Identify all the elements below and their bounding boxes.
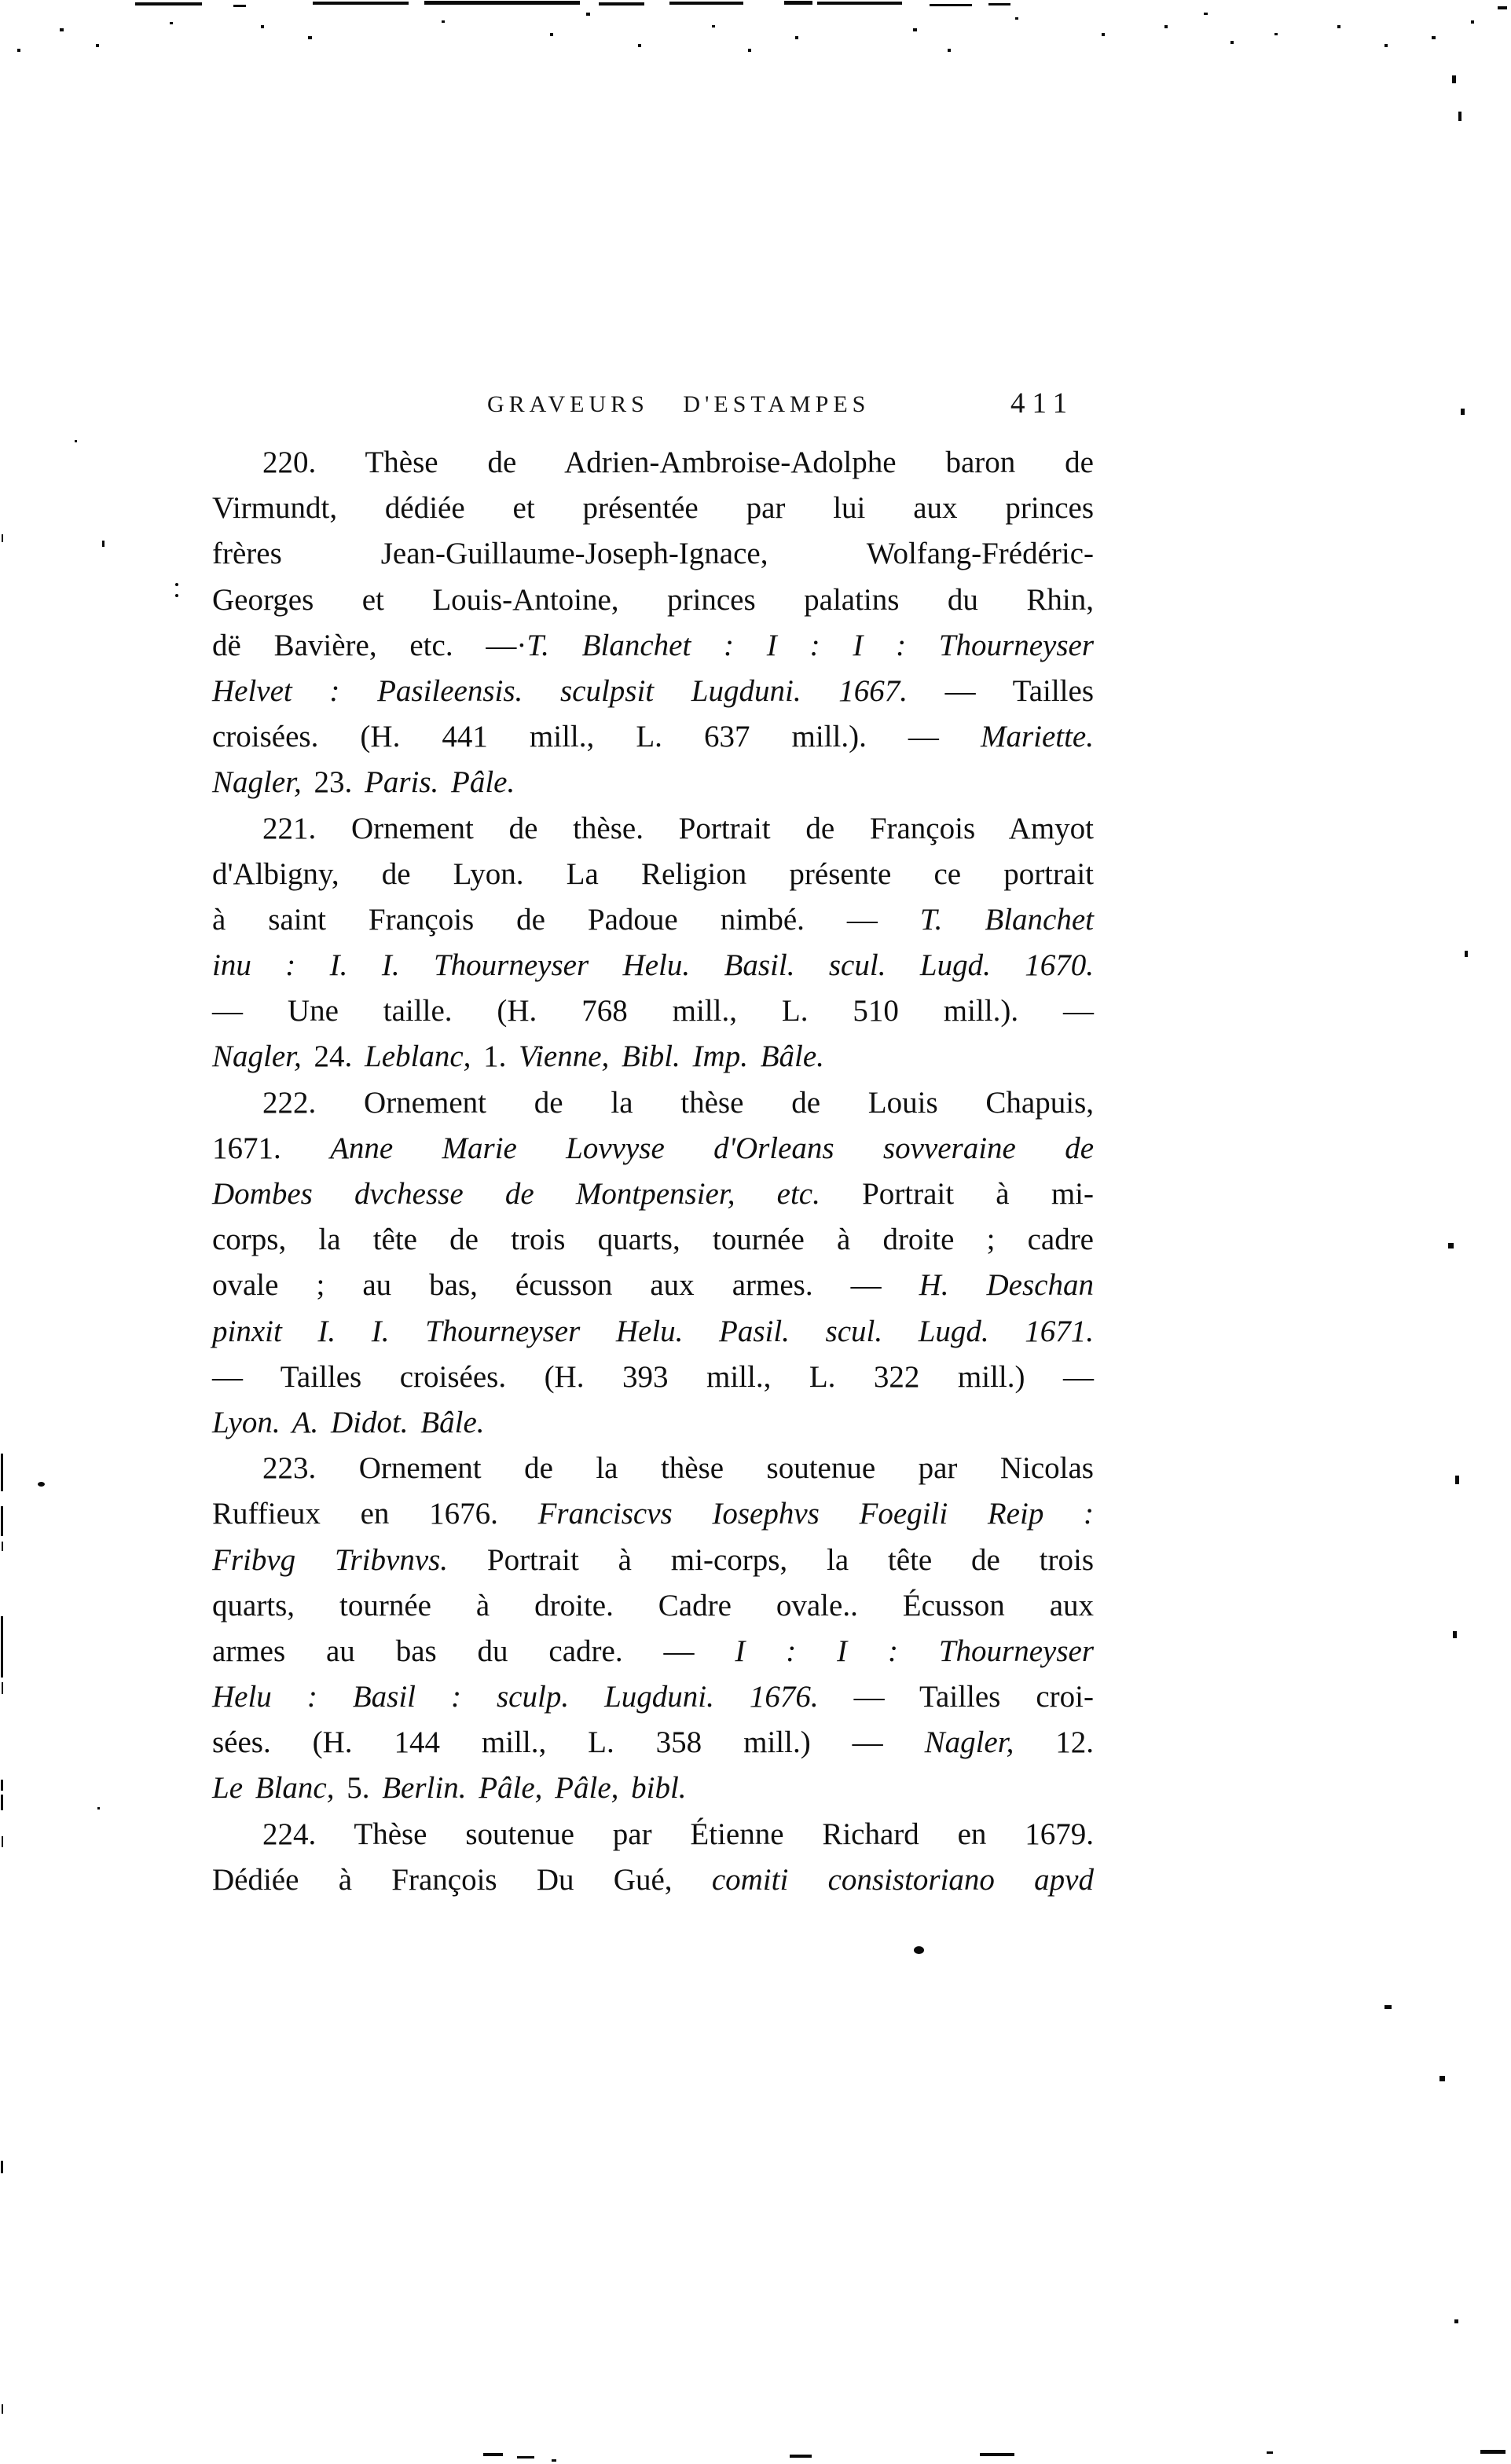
scan-artifact <box>1015 17 1018 20</box>
scan-artifact <box>1384 44 1388 47</box>
scan-artifact <box>75 440 77 442</box>
roman-text: quarts, tournée à droite. Cadre ovale.. Écusson aux <box>212 1588 1094 1622</box>
scan-artifact <box>2 534 3 542</box>
roman-text: d'Albigny, de Lyon. La Religion présente ce portrait <box>212 856 1094 891</box>
ink-dot <box>38 1482 45 1487</box>
scan-artifact <box>1461 409 1465 415</box>
text-line <box>212 988 1094 1034</box>
italic-text: Lyon. A. Didot. Bâle. <box>212 1405 485 1439</box>
roman-text: Dédiée à François Du Gué, <box>212 1862 712 1897</box>
scan-artifact <box>1453 1631 1457 1638</box>
scan-artifact <box>170 22 173 24</box>
text-line <box>212 1172 1094 1217</box>
scan-artifact <box>1164 25 1168 28</box>
scan-artifact <box>552 2459 556 2462</box>
scan-artifact <box>2 1682 3 1694</box>
scan-artifact <box>483 2453 503 2456</box>
text-line <box>212 1217 1094 1263</box>
text-line <box>212 1674 1094 1720</box>
italic-text: Anne Marie Lovvyse d'Orleans sovveraine de <box>330 1131 1095 1165</box>
scan-artifact <box>313 2 409 5</box>
text-line <box>212 1309 1094 1355</box>
scan-artifact <box>586 13 590 16</box>
scan-artifact <box>1230 41 1234 44</box>
scan-artifact <box>1 1616 3 1678</box>
text-line <box>212 897 1094 943</box>
scan-artifact <box>60 28 64 31</box>
italic-text: T. Blanchet : I : I : Thourneyser <box>526 628 1094 662</box>
text-line <box>212 1355 1094 1400</box>
text-line <box>212 1263 1094 1308</box>
page-title: GRAVEURS D'ESTAMPES <box>487 391 871 417</box>
scan-artifact <box>795 36 798 39</box>
roman-text: sées. (H. 144 mill., L. 358 mill.) — <box>212 1725 925 1760</box>
roman-text: corps, la tête de trois quarts, tournée à droite ; cadre <box>212 1223 1094 1257</box>
scan-artifact <box>135 2 202 6</box>
italic-text: inu : I. I. Thourneyser Helu. Basil. scul. Lugd. 1670. <box>212 948 1094 983</box>
roman-text: — Tailles croisées. (H. 393 mill., L. 322 mill.) — <box>212 1359 1094 1394</box>
scan-artifact <box>1465 951 1468 957</box>
text-line <box>212 1629 1094 1674</box>
text-line <box>212 714 1094 760</box>
scan-artifact <box>790 2455 812 2458</box>
text-line <box>212 1400 1094 1446</box>
text-line <box>212 486 1094 531</box>
roman-text: frères Jean-Guillaume-Joseph-Ignace, Wolfang-Frédéric- <box>212 537 1094 571</box>
roman-text: Portrait à mi-corps, la tête de trois <box>448 1542 1094 1577</box>
scan-artifact <box>1471 20 1474 24</box>
italic-text: Fribvg Tribvnvs. <box>212 1542 449 1577</box>
scan-artifact <box>2 1836 3 1847</box>
italic-text: Helu : Basil : sculp. Lugduni. 1676. <box>212 1680 819 1714</box>
scan-artifact <box>1455 1476 1459 1484</box>
italic-text: Nagler, <box>212 1040 302 1074</box>
scan-artifact <box>308 36 312 39</box>
scan-artifact <box>1454 2319 1458 2323</box>
scan-artifact <box>1384 2005 1392 2009</box>
roman-text: — Tailles <box>907 673 1095 708</box>
text-line <box>212 440 1094 486</box>
text-line <box>212 943 1094 988</box>
roman-text: 23. <box>301 765 365 800</box>
text-block <box>212 440 1094 1903</box>
scan-artifact <box>517 2456 534 2458</box>
roman-text: Ruffieux en 1676. <box>212 1497 538 1531</box>
roman-text: armes au bas du cadre. — <box>212 1634 735 1668</box>
scan-artifact <box>817 2 902 5</box>
text-line <box>212 1812 1094 1857</box>
roman-text: — Une taille. (H. 768 mill., L. 510 mill.). — <box>212 994 1094 1028</box>
text-line <box>212 1491 1094 1537</box>
page-number: 411 <box>1010 387 1075 420</box>
scan-artifact <box>1267 2451 1273 2454</box>
italic-text: Mariette. <box>980 720 1094 754</box>
text-line <box>212 1538 1094 1583</box>
roman-text: 1. <box>471 1040 519 1074</box>
italic-text: Berlin. Pâle, Pâle, bibl. <box>382 1771 687 1806</box>
ink-dot <box>914 1946 924 1954</box>
text-line <box>212 1126 1094 1172</box>
roman-text: croisées. (H. 441 mill., L. 637 mill.). — <box>212 720 981 754</box>
italic-text: Nagler, <box>924 1725 1014 1760</box>
scan-artifact <box>948 49 951 52</box>
italic-text: H. Deschan <box>919 1268 1094 1303</box>
roman-text: 222. Ornement de la thèse de Louis Chapuis, <box>262 1085 1094 1120</box>
italic-text: T. Blanchet <box>919 902 1094 937</box>
scan-artifact <box>1452 75 1456 83</box>
scan-artifact <box>1448 1243 1454 1248</box>
roman-text: dë Bavière, etc. —· <box>212 628 527 662</box>
italic-text: comiti consistoriano apvd <box>711 1862 1094 1897</box>
text-line <box>212 623 1094 669</box>
scan-artifact <box>102 541 105 547</box>
text-line <box>212 1583 1094 1629</box>
scan-artifact <box>1 1795 3 1810</box>
roman-text: 220. Thèse de Adrien-Ambroise-Adolphe baron de <box>262 446 1094 479</box>
scan-artifact <box>1 1780 3 1791</box>
roman-text: Virmundt, dédiée et présentée par lui aux princes <box>212 491 1094 526</box>
text-line <box>212 806 1094 852</box>
scan-artifact <box>2 1542 3 1551</box>
text-line <box>212 760 1094 805</box>
roman-text: Portrait à mi- <box>820 1177 1094 1211</box>
text-line <box>212 1857 1094 1903</box>
italic-text: Le Blanc, <box>212 1771 335 1806</box>
roman-text: Georges et Louis-Antoine, princes palatins du Rhin, <box>212 582 1094 617</box>
scan-artifact <box>1432 36 1436 39</box>
roman-text: — Tailles croi- <box>818 1680 1094 1714</box>
scan-artifact <box>1 1454 3 1491</box>
scan-artifact <box>1 2161 3 2173</box>
scan-artifact <box>988 3 1010 6</box>
scan-artifact <box>442 20 445 23</box>
scan-artifact <box>261 25 264 28</box>
scan-artifact <box>599 2 644 6</box>
roman-text: 5. <box>334 1771 383 1806</box>
roman-text: à saint François de Padoue nimbé. — <box>212 902 920 937</box>
text-line <box>212 1446 1094 1491</box>
scan-artifact <box>784 1 812 5</box>
text-line <box>212 852 1094 897</box>
scan-artifact <box>97 1807 100 1810</box>
italic-text: Paris. Pâle. <box>365 765 515 800</box>
roman-text: ovale ; au bas, écusson aux armes. — <box>212 1268 919 1303</box>
text-line <box>212 1766 1094 1811</box>
scan-artifact <box>930 4 972 6</box>
scan-artifact <box>748 49 751 52</box>
scan-artifact <box>550 33 553 36</box>
italic-text: Vienne, Bibl. Imp. Bâle. <box>519 1040 824 1074</box>
scan-artifact <box>1204 13 1208 15</box>
roman-text: 24. <box>301 1040 365 1074</box>
scan-artifact <box>424 1 580 5</box>
ink-dot <box>175 583 178 586</box>
italic-text: I : I : Thourneyser <box>735 1634 1094 1668</box>
text-line <box>212 1720 1094 1766</box>
scan-artifact <box>1498 6 1507 9</box>
scan-artifact <box>96 44 99 47</box>
scan-artifact <box>1 1506 3 1536</box>
roman-text: 224. Thèse soutenue par Étienne Richard en 1679. <box>262 1817 1094 1851</box>
scan-artifact <box>712 25 715 28</box>
scan-artifact <box>1480 2450 1505 2454</box>
scan-artifact <box>669 2 743 5</box>
italic-text: Helvet : Pasileensis. sculpsit Lugduni. 1667. <box>212 673 908 708</box>
roman-text: 221. Ornement de thèse. Portrait de François Amyot <box>262 811 1094 845</box>
ink-dot <box>175 594 178 597</box>
scan-artifact <box>1458 112 1461 121</box>
text-line <box>212 531 1094 577</box>
text-line <box>212 1034 1094 1080</box>
italic-text: Leblanc, <box>365 1040 471 1074</box>
scan-artifact <box>1439 2076 1445 2081</box>
scan-artifact <box>2 2404 3 2414</box>
scan-artifact <box>1337 25 1340 28</box>
roman-text: 223. Ornement de la thèse soutenue par Nicolas <box>262 1451 1094 1486</box>
scan-artifact <box>233 5 246 7</box>
text-line <box>212 669 1094 714</box>
scan-artifact <box>913 28 917 31</box>
roman-text: 12. <box>1014 1725 1095 1760</box>
text-line <box>212 578 1094 623</box>
scan-artifact <box>1274 33 1278 35</box>
italic-text: Nagler, <box>212 765 302 800</box>
italic-text: Dombes dvchesse de Montpensier, etc. <box>212 1177 820 1211</box>
scan-artifact <box>638 44 641 47</box>
scan-artifact <box>17 49 20 52</box>
italic-text: pinxit I. I. Thourneyser Helu. Pasil. scul. Lugd. 1671. <box>212 1314 1094 1348</box>
roman-text: 1671. <box>212 1131 331 1165</box>
scan-artifact <box>1102 33 1105 36</box>
text-line <box>212 1080 1094 1126</box>
italic-text: Franciscvs Iosephvs Foegili Reip : <box>537 1497 1094 1531</box>
scan-artifact <box>980 2453 1014 2456</box>
